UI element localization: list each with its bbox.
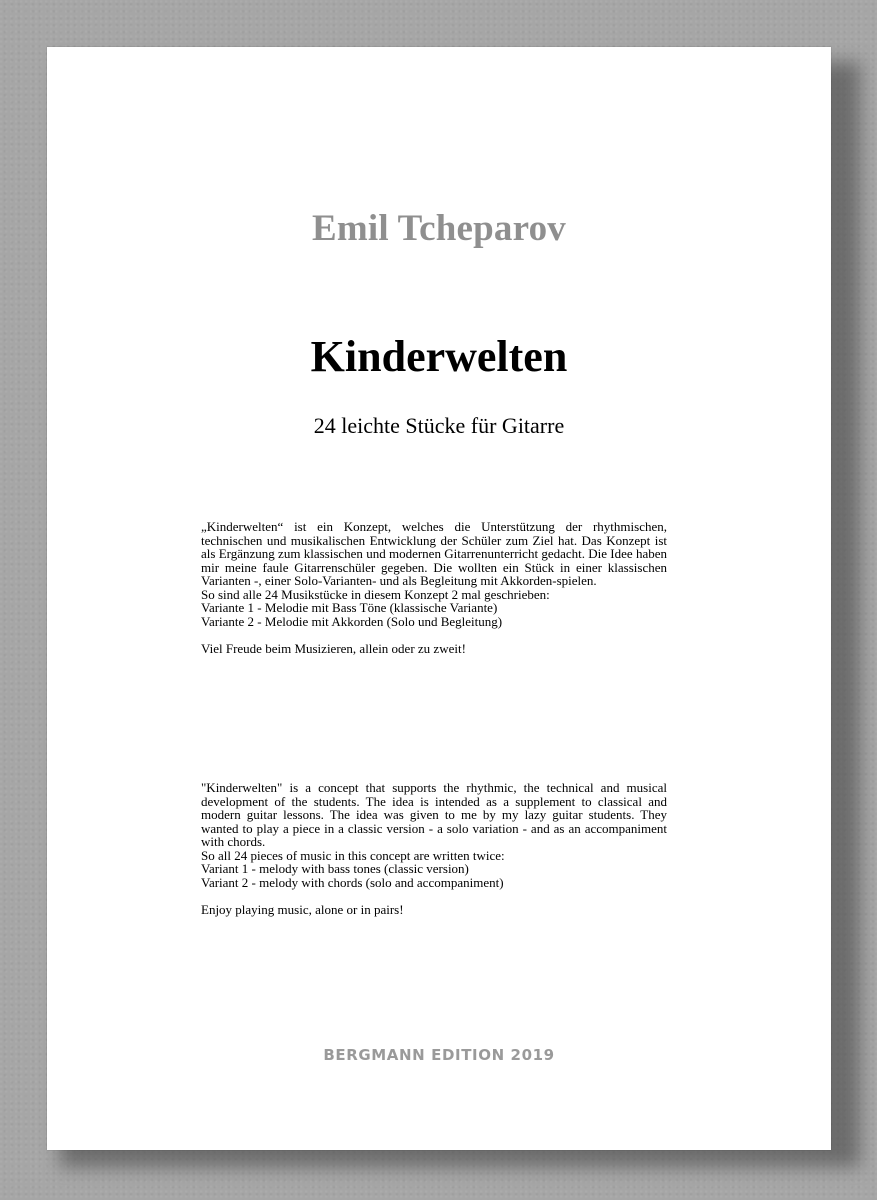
- german-line-variant-2: Variante 2 - Melodie mit Akkorden (Solo und Begleitung): [201, 613, 503, 629]
- english-closing: Enjoy playing music, alone or in pairs!: [201, 901, 404, 917]
- english-line-variant-1: Variant 1 - melody with bass tones (classic version): [201, 861, 469, 876]
- german-line-pieces: So sind alle 24 Musikstücke in diesem Konzept 2 mal geschrieben:: [201, 586, 550, 602]
- english-line-pieces: So all 24 pieces of music in this concept are written twice:: [201, 847, 505, 863]
- english-description: [201, 781, 667, 916]
- english-intro-paragraph: "Kinderwelten" is a concept that supports the rhythmic, the technical and musical development of the students. The idea is intended as a supplement to classical and modern guitar lessons. The idea was given to me by my lazy guitar students. They wanted to play a piece in a classic version - a solo variation - and as an accompaniment with chords.: [201, 780, 667, 849]
- paragraph-gap: [201, 628, 667, 642]
- publisher-imprint: BERGMANN EDITION 2019: [323, 1046, 555, 1064]
- paragraph-gap: [201, 889, 667, 903]
- german-description: [201, 520, 667, 655]
- english-line-variant-2: Variant 2 - melody with chords (solo and accompaniment): [201, 874, 504, 890]
- book-title: Kinderwelten: [310, 332, 568, 381]
- german-line-variant-1: Variante 1 - Melodie mit Bass Töne (klassische Variante): [201, 600, 498, 615]
- book-subtitle: 24 leichte Stücke für Gitarre: [313, 413, 565, 438]
- author-name: Emil Tcheparov: [312, 208, 566, 249]
- german-intro-paragraph: „Kinderwelten“ ist ein Konzept, welches die Unterstützung der rhythmischen, technischen und musikalischen Entwicklung der Schüler zum Ziel hat. Das Konzept ist als Ergänzung zum klassischen und modernen Gitarrenunterricht gedacht. Die Idee haben mir meine faule Gitarrenschüler gegeben. Die wollten ein Stück in einer klassischen Varianten -, einer Solo-Varianten- und als Begleitung mit Akkorden-spielen.: [201, 519, 667, 588]
- german-closing: Viel Freude beim Musizieren, allein oder zu zweit!: [201, 640, 466, 656]
- cover-page: [47, 47, 831, 1150]
